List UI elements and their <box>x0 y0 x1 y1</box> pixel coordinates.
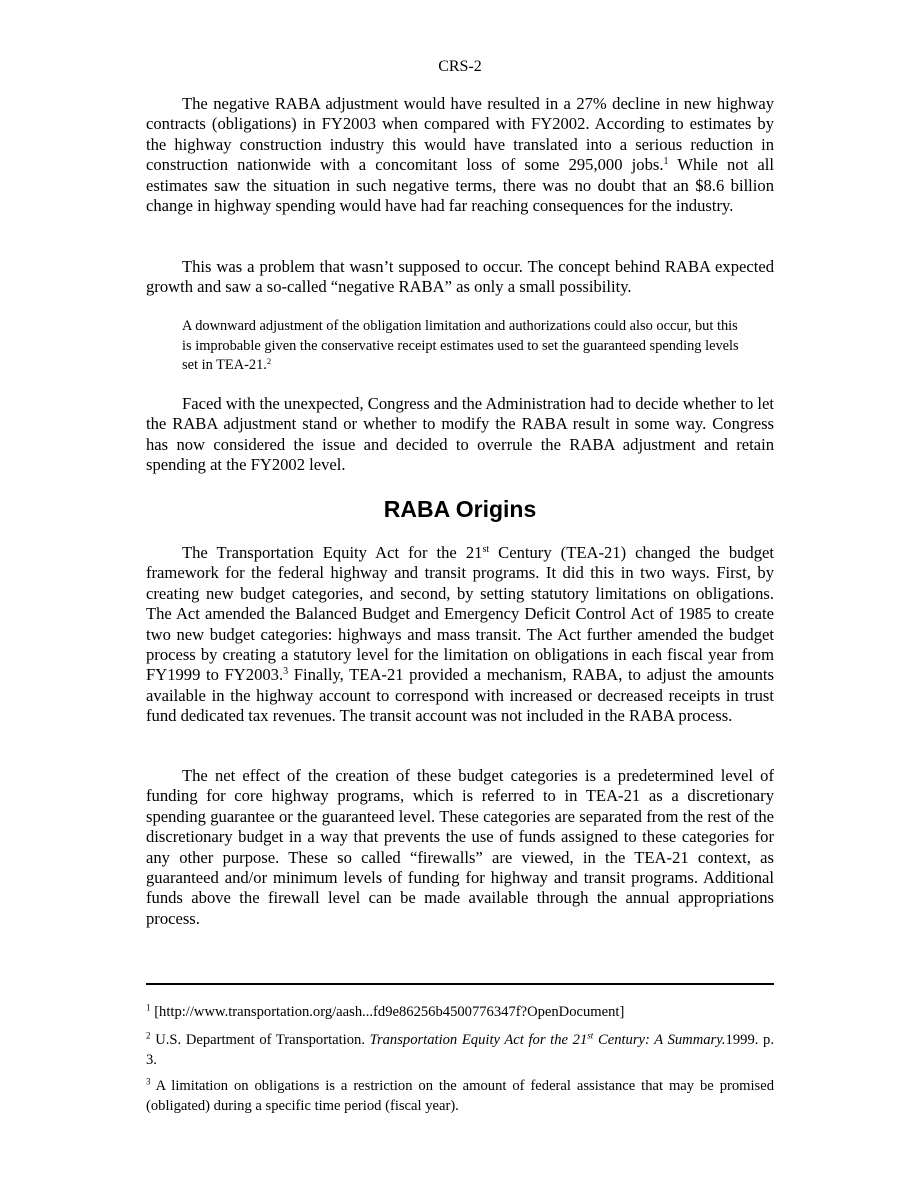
section-heading: RABA Origins <box>383 496 537 522</box>
paragraph-text: This was a problem that wasn’t supposed to occur. The concept behind RABA expected growth and saw a so-called “negative RABA” as only a small possibility. <box>146 257 774 297</box>
footnote-marker: 2 <box>146 1030 151 1041</box>
ordinal-suffix: st <box>587 1030 594 1041</box>
paragraph-text: The net effect of the creation of these budget categories is a predetermined level of funding for core highway programs, which is referred to in TEA-21 as a discretionary spending guarantee or the guaranteed level. These categories are separated from the rest of the discretionary budget in a way that prevents the use of funds assigned to these categories for any other purpose. These so called “firewalls” are viewed, in the TEA-21 context, as guaranteed and/or minimum levels of funding for highway and transit programs. Additional funds above the firewall level can be made available through the annual appropriations process. <box>146 766 774 928</box>
footnote-title-text: Transportation Equity Act for the 21 <box>369 1032 588 1048</box>
paragraph-text: The Transportation Equity Act for the 21 <box>182 543 483 562</box>
page-number: CRS-2 <box>438 58 482 75</box>
footnote-marker: 3 <box>146 1076 151 1087</box>
footnote-3 <box>146 1077 774 1116</box>
footnote-ref: 3 <box>283 666 289 678</box>
footnote-divider <box>146 983 774 985</box>
paragraph-text: While not all estimates saw the situation in such negative terms, there was no doubt that an $8.6 billion change in highway spending would have had far reaching consequences for the industry. <box>146 155 774 216</box>
block-quote <box>182 317 742 376</box>
footnote-text: 1999. p. 3. <box>146 1032 774 1068</box>
paragraph-tea21-framework <box>146 543 774 727</box>
paragraph-text: Finally, TEA-21 provided a mechanism, RABA, to adjust the amounts available in the highway account to correspond with increased or decreased receipts in trust fund dedicated tax revenues. The transit account was not included in the RABA process. <box>146 665 774 726</box>
paragraph-unexpected-problem <box>146 257 774 298</box>
footnote-ref: 2 <box>266 355 272 366</box>
footnote-text: U.S. Department of Transportation. <box>155 1032 370 1048</box>
paragraph-text: The negative RABA adjustment would have resulted in a 27% decline in new highway contracts (obligations) in FY2003 when compared with FY2002. According to estimates by the highway construction industry this would have translated into a serious reduction in construction nationwide with a concomitant loss of some 295,000 jobs. <box>146 94 774 175</box>
paragraph-text: Century (TEA-21) changed the budget framework for the federal highway and transit programs. It did this in two ways. First, by creating new budget categories, and second, by setting statutory limitations on obligations. The Act amended the Balanced Budget and Emergency Deficit Control Act of 1985 to create two new budget categories: highways and mass transit. The Act further amended the budget process by creating a statutory level for the limitation on obligations in each fiscal year from FY1999 to FY2003. <box>146 543 774 685</box>
footnote-text: A limitation on obligations is a restriction on the amount of federal assistance that may be promised (obligated) during a specific time period (fiscal year). <box>146 1078 775 1114</box>
footnote-2 <box>146 1031 774 1070</box>
footnote-text: [http://www.transportation.org/aash...fd9e86256b4500776347f?OpenDocument] <box>154 1004 625 1020</box>
footnote-title <box>370 1032 726 1048</box>
paragraph-congress-decision <box>146 394 774 476</box>
paragraph-raba-decline <box>146 94 774 216</box>
paragraph-firewalls <box>146 766 774 929</box>
footnote-ref: 1 <box>663 156 669 168</box>
footnote-1 <box>146 1003 774 1023</box>
footnote-marker: 1 <box>146 1002 151 1013</box>
paragraph-text: Faced with the unexpected, Congress and the Administration had to decide whether to let the RABA adjustment stand or whether to modify the RABA result in some way. Congress has now considered the issue and decided to overrule the RABA adjustment and retain spending at the FY2002 level. <box>146 394 774 475</box>
footnote-title-text: Century: A Summary. <box>593 1032 726 1048</box>
ordinal-suffix: st <box>482 544 490 556</box>
quote-text: A downward adjustment of the obligation limitation and authorizations could also occur, but this is improbable given the conservative receipt estimates used to set the guaranteed spending levels set in TEA-21. <box>182 318 739 373</box>
